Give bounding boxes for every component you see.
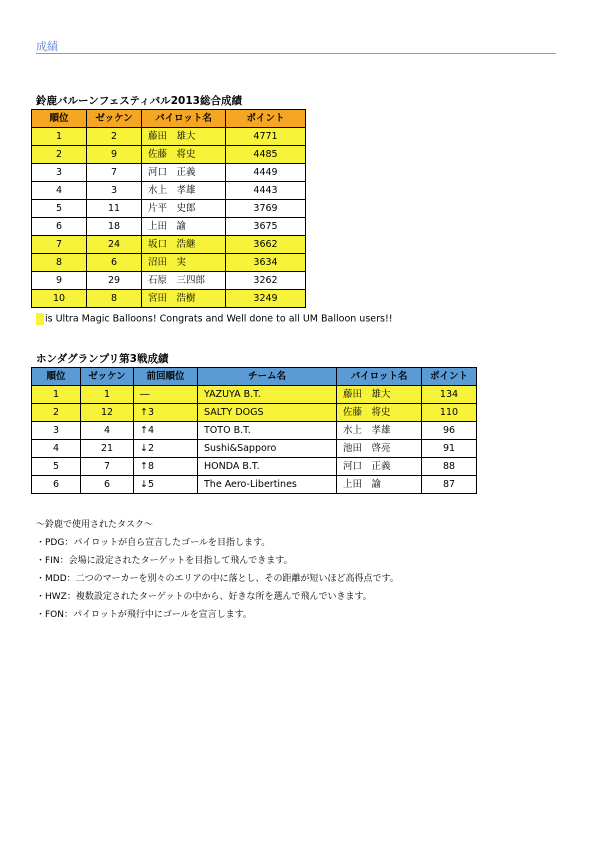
points-cell: 3634 xyxy=(226,254,306,272)
points-cell: 4443 xyxy=(226,182,306,200)
column-header-pilot: パイロット名 xyxy=(142,110,226,128)
pilot-cell: 佐藤 将史 xyxy=(337,404,422,422)
pilot-cell: 佐藤 将史 xyxy=(142,146,226,164)
zekken-cell: 6 xyxy=(87,254,142,272)
points-cell: 4449 xyxy=(226,164,306,182)
column-header-prev-rank: 前回順位 xyxy=(134,368,198,386)
zekken-cell: 9 xyxy=(87,146,142,164)
zekken-cell: 3 xyxy=(87,182,142,200)
points-cell: 3675 xyxy=(226,218,306,236)
pilot-cell: 上田 諭 xyxy=(337,476,422,494)
pilot-cell: 片平 史郎 xyxy=(142,200,226,218)
table-row xyxy=(32,476,477,494)
pilot-cell: 石原 三四郎 xyxy=(142,272,226,290)
header-divider xyxy=(36,53,556,54)
zekken-cell: 4 xyxy=(81,422,134,440)
zekken-cell: 11 xyxy=(87,200,142,218)
page-header-title: 成績 xyxy=(36,40,58,53)
rank-cell: 7 xyxy=(32,236,87,254)
zekken-cell: 24 xyxy=(87,236,142,254)
pilot-cell: 坂口 浩継 xyxy=(142,236,226,254)
points-cell: 3662 xyxy=(226,236,306,254)
points-cell: 87 xyxy=(422,476,477,494)
table-row xyxy=(32,146,306,164)
rank-cell: 3 xyxy=(32,422,81,440)
table-header-row xyxy=(32,368,477,386)
points-cell: 4771 xyxy=(226,128,306,146)
points-cell: 134 xyxy=(422,386,477,404)
pilot-cell: 藤田 雄大 xyxy=(337,386,422,404)
table-row xyxy=(32,458,477,476)
tasks-heading: ～鈴鹿で使用されたタスク～ xyxy=(36,520,154,530)
column-header-points: ポイント xyxy=(422,368,477,386)
rank-cell: 6 xyxy=(32,476,81,494)
ultra-magic-note xyxy=(36,313,393,325)
rank-cell: 4 xyxy=(32,182,87,200)
table-row xyxy=(32,404,477,422)
column-header-zekken: ゼッケン xyxy=(87,110,142,128)
rank-cell: 2 xyxy=(32,404,81,422)
table2-title: ホンダグランプリ第3戦成績 xyxy=(36,353,169,365)
task-item: ・FON：パイロットが飛行中にゴールを宣言します。 xyxy=(36,610,252,620)
prev-rank-cell: ↑8 xyxy=(134,458,198,476)
table-row xyxy=(32,290,306,308)
table-row xyxy=(32,440,477,458)
prev-rank-cell: ↑4 xyxy=(134,422,198,440)
points-cell: 96 xyxy=(422,422,477,440)
points-cell: 4485 xyxy=(226,146,306,164)
column-header-rank: 順位 xyxy=(32,368,81,386)
zekken-cell: 8 xyxy=(87,290,142,308)
points-cell: 88 xyxy=(422,458,477,476)
column-header-pilot: パイロット名 xyxy=(337,368,422,386)
team-cell: TOTO B.T. xyxy=(198,422,337,440)
pilot-cell: 水上 孝雄 xyxy=(142,182,226,200)
zekken-cell: 29 xyxy=(87,272,142,290)
table-row xyxy=(32,218,306,236)
rank-cell: 2 xyxy=(32,146,87,164)
pilot-cell: 上田 諭 xyxy=(142,218,226,236)
honda-gp-results-table xyxy=(31,367,477,494)
zekken-cell: 7 xyxy=(87,164,142,182)
prev-rank-cell: ↓2 xyxy=(134,440,198,458)
zekken-cell: 12 xyxy=(81,404,134,422)
points-cell: 110 xyxy=(422,404,477,422)
pilot-cell: 池田 啓亮 xyxy=(337,440,422,458)
table-row xyxy=(32,200,306,218)
rank-cell: 6 xyxy=(32,218,87,236)
column-header-rank: 順位 xyxy=(32,110,87,128)
points-cell: 3249 xyxy=(226,290,306,308)
tasks-section xyxy=(36,516,399,624)
rank-cell: 10 xyxy=(32,290,87,308)
zekken-cell: 7 xyxy=(81,458,134,476)
team-cell: The Aero-Libertines xyxy=(198,476,337,494)
pilot-cell: 河口 正義 xyxy=(142,164,226,182)
task-item: ・FIN：会場に設定されたターゲットを目指して飛んできます。 xyxy=(36,556,293,566)
column-header-zekken: ゼッケン xyxy=(81,368,134,386)
table-row xyxy=(32,236,306,254)
pilot-cell: 宮田 浩樹 xyxy=(142,290,226,308)
pilot-cell: 沼田 実 xyxy=(142,254,226,272)
team-cell: YAZUYA B.T. xyxy=(198,386,337,404)
column-header-points: ポイント xyxy=(226,110,306,128)
table-header-row xyxy=(32,110,306,128)
column-header-team: チーム名 xyxy=(198,368,337,386)
rank-cell: 3 xyxy=(32,164,87,182)
rank-cell: 5 xyxy=(32,200,87,218)
table-row xyxy=(32,422,477,440)
prev-rank-cell: ↓5 xyxy=(134,476,198,494)
rank-cell: 8 xyxy=(32,254,87,272)
points-cell: 91 xyxy=(422,440,477,458)
highlight-swatch xyxy=(36,313,44,325)
zekken-cell: 18 xyxy=(87,218,142,236)
prev-rank-cell: ↑3 xyxy=(134,404,198,422)
table-row xyxy=(32,182,306,200)
zekken-cell: 21 xyxy=(81,440,134,458)
zekken-cell: 2 xyxy=(87,128,142,146)
table-row xyxy=(32,272,306,290)
rank-cell: 1 xyxy=(32,386,81,404)
pilot-cell: 水上 孝雄 xyxy=(337,422,422,440)
pilot-cell: 藤田 雄大 xyxy=(142,128,226,146)
team-cell: Sushi&Sapporo xyxy=(198,440,337,458)
team-cell: HONDA B.T. xyxy=(198,458,337,476)
rank-cell: 9 xyxy=(32,272,87,290)
overall-results-table xyxy=(31,109,306,308)
zekken-cell: 6 xyxy=(81,476,134,494)
task-item: ・MDD：二つのマーカーを別々のエリアの中に落とし、その距離が短いほど高得点です。 xyxy=(36,574,399,584)
rank-cell: 4 xyxy=(32,440,81,458)
prev-rank-cell: ― xyxy=(134,386,198,404)
team-cell: SALTY DOGS xyxy=(198,404,337,422)
table-row xyxy=(32,128,306,146)
task-item: ・PDG：パイロットが自ら宣言したゴールを目指します。 xyxy=(36,538,271,548)
table-row xyxy=(32,386,477,404)
table1-title: 鈴鹿バルーンフェスティバル2013総合成績 xyxy=(36,95,242,107)
task-item: ・HWZ：複数設定されたターゲットの中から、好きな所を選んで飛んでいきます。 xyxy=(36,592,372,602)
rank-cell: 5 xyxy=(32,458,81,476)
points-cell: 3262 xyxy=(226,272,306,290)
rank-cell: 1 xyxy=(32,128,87,146)
table-row xyxy=(32,164,306,182)
note-text: is Ultra Magic Balloons! Congrats and Well done to all UM Balloon users!! xyxy=(45,313,393,325)
points-cell: 3769 xyxy=(226,200,306,218)
table-row xyxy=(32,254,306,272)
zekken-cell: 1 xyxy=(81,386,134,404)
pilot-cell: 河口 正義 xyxy=(337,458,422,476)
